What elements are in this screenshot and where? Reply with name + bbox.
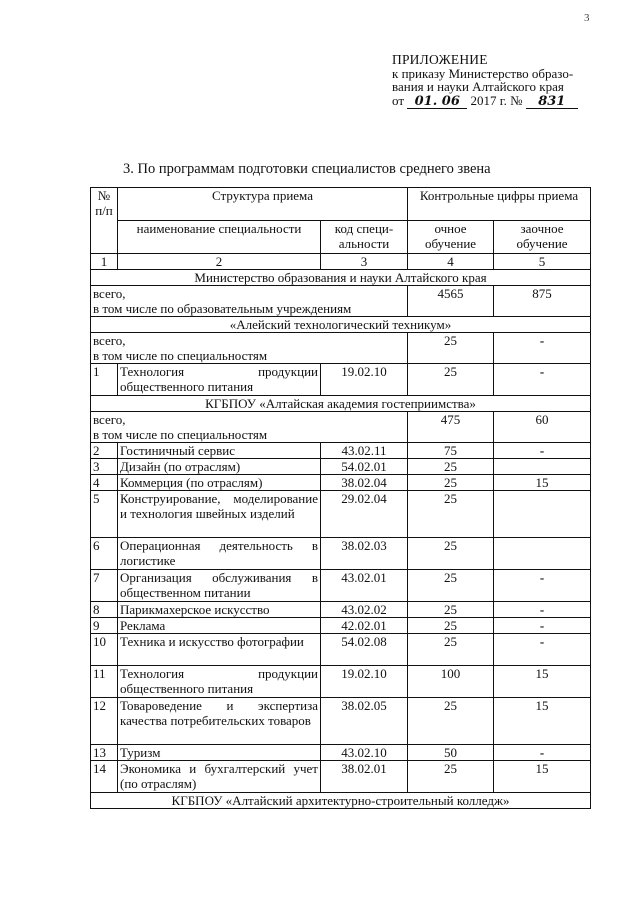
correspondence-count: 15 (494, 475, 591, 491)
fulltime-count: 25 (408, 475, 494, 491)
specialty-name: Конструирование, моделирование и технология швейных изделий (118, 491, 321, 538)
correspondence-count: 15 (494, 698, 591, 745)
specialty-code: 43.02.11 (321, 443, 408, 459)
fulltime-count: 25 (408, 618, 494, 634)
fulltime-count: 100 (408, 666, 494, 698)
specialty-code: 38.02.05 (321, 698, 408, 745)
header-fulltime: очное обучение (408, 221, 494, 254)
row-number: 11 (91, 666, 118, 698)
appendix-block (392, 53, 578, 109)
ministry-title: Министерство образования и науки Алтайского края (91, 270, 591, 286)
row-number: 10 (91, 634, 118, 666)
handwritten-number: 831 (526, 95, 578, 110)
institution-title: «Алейский технологический техникум» (91, 317, 591, 333)
row-number: 13 (91, 745, 118, 761)
specialty-name: Технология продукции общественного питания (118, 666, 321, 698)
row-number: 7 (91, 570, 118, 602)
correspondence-count (494, 491, 591, 538)
appendix-line-date (392, 94, 578, 110)
specialty-name: Реклама (118, 618, 321, 634)
ministry-total-label: всего, в том числе по образовательным учреждениям (91, 286, 408, 317)
ministry-total-fulltime: 4565 (408, 286, 494, 317)
admission-table (90, 187, 591, 809)
specialty-code: 19.02.10 (321, 666, 408, 698)
page-number: 3 (584, 12, 590, 24)
specialty-row (91, 570, 591, 602)
correspondence-count: - (494, 364, 591, 396)
ministry-total-row (91, 286, 591, 317)
row-number: 14 (91, 761, 118, 793)
fulltime-count: 25 (408, 761, 494, 793)
fulltime-count: 25 (408, 602, 494, 618)
col-number-2: 2 (118, 254, 321, 270)
fulltime-count: 25 (408, 491, 494, 538)
row-number: 9 (91, 618, 118, 634)
fulltime-count: 25 (408, 459, 494, 475)
col-number-1: 1 (91, 254, 118, 270)
fulltime-count: 25 (408, 570, 494, 602)
row-number: 2 (91, 443, 118, 459)
institution-total-label: всего, в том числе по специальностям (91, 333, 408, 364)
institution-title: КГБПОУ «Алтайская академия гостеприимства» (91, 396, 591, 412)
fulltime-count: 25 (408, 698, 494, 745)
specialty-code: 54.02.08 (321, 634, 408, 666)
institution-title: КГБПОУ «Алтайский архитектурно-строительный колледж» (91, 793, 591, 809)
specialty-code: 38.02.04 (321, 475, 408, 491)
correspondence-count: - (494, 443, 591, 459)
specialty-code: 43.02.10 (321, 745, 408, 761)
from-label: от (392, 92, 405, 108)
header-structure: Структура приема (118, 188, 408, 221)
appendix-line-order: к приказу Министерство образо- (392, 65, 574, 81)
institution-row (91, 396, 591, 412)
header-code: код специ-альности (321, 221, 408, 254)
correspondence-count: - (494, 602, 591, 618)
correspondence-count (494, 459, 591, 475)
institution-total-fulltime: 475 (408, 412, 494, 443)
specialty-name: Операционная деятельность в логистике (118, 538, 321, 570)
specialty-row (91, 538, 591, 570)
appendix-title: ПРИЛОЖЕНИЕ (392, 52, 488, 67)
fulltime-count: 25 (408, 364, 494, 396)
specialty-name: Техника и искусство фотографии (118, 634, 321, 666)
institution-total-label: всего, в том числе по специальностям (91, 412, 408, 443)
specialty-row (91, 745, 591, 761)
specialty-row (91, 475, 591, 491)
header-row-2 (91, 221, 591, 254)
specialty-name: Туризм (118, 745, 321, 761)
specialty-name: Организация обслуживания в общественном питании (118, 570, 321, 602)
year-label: 2017 г. № (470, 92, 523, 108)
section-heading: 3. По программам подготовки специалистов среднего звена (123, 161, 491, 177)
specialty-row (91, 443, 591, 459)
fulltime-count: 50 (408, 745, 494, 761)
specialty-name: Гостиничный сервис (118, 443, 321, 459)
col-number-4: 4 (408, 254, 494, 270)
institution-total-fulltime: 25 (408, 333, 494, 364)
row-number: 6 (91, 538, 118, 570)
specialty-code: 29.02.04 (321, 491, 408, 538)
specialty-code: 42.02.01 (321, 618, 408, 634)
col-number-3: 3 (321, 254, 408, 270)
row-number: 4 (91, 475, 118, 491)
specialty-code: 54.02.01 (321, 459, 408, 475)
ministry-row (91, 270, 591, 286)
specialty-code: 43.02.01 (321, 570, 408, 602)
specialty-name: Коммерция (по отраслям) (118, 475, 321, 491)
institutions-body (91, 317, 591, 809)
row-number: 5 (91, 491, 118, 538)
specialty-name: Дизайн (по отраслям) (118, 459, 321, 475)
specialty-row (91, 364, 591, 396)
header-row-1 (91, 188, 591, 221)
row-number: 1 (91, 364, 118, 396)
institution-row (91, 793, 591, 809)
specialty-name: Товароведение и экспертиза качества потребительских товаров (118, 698, 321, 745)
ministry-total-correspondence: 875 (494, 286, 591, 317)
correspondence-count: 15 (494, 761, 591, 793)
header-control: Контрольные цифры приема (408, 188, 591, 221)
header-correspondence: заочное обучение (494, 221, 591, 254)
correspondence-count: - (494, 745, 591, 761)
institution-total-row (91, 333, 591, 364)
specialty-row (91, 618, 591, 634)
row-number: 12 (91, 698, 118, 745)
correspondence-count: - (494, 618, 591, 634)
fulltime-count: 25 (408, 634, 494, 666)
institution-row (91, 317, 591, 333)
col-number-5: 5 (494, 254, 591, 270)
specialty-row (91, 491, 591, 538)
specialty-code: 38.02.01 (321, 761, 408, 793)
institution-total-row (91, 412, 591, 443)
specialty-name: Парикмахерское искусство (118, 602, 321, 618)
institution-total-correspondence: - (494, 333, 591, 364)
fulltime-count: 75 (408, 443, 494, 459)
specialty-row (91, 761, 591, 793)
specialty-name: Технология продукции общественного питания (118, 364, 321, 396)
handwritten-date: 01. 06 (407, 95, 467, 110)
specialty-code: 19.02.10 (321, 364, 408, 396)
row-number: 8 (91, 602, 118, 618)
specialty-row (91, 666, 591, 698)
appendix-line-ministry: вания и науки Алтайского края (392, 79, 564, 94)
correspondence-count: - (494, 570, 591, 602)
institution-total-correspondence: 60 (494, 412, 591, 443)
specialty-row (91, 602, 591, 618)
correspondence-count: 15 (494, 666, 591, 698)
specialty-code: 43.02.02 (321, 602, 408, 618)
header-numbers-row (91, 254, 591, 270)
correspondence-count (494, 538, 591, 570)
specialty-row (91, 459, 591, 475)
specialty-name: Экономика и бухгалтерский учет (по отраслям) (118, 761, 321, 793)
specialty-row (91, 698, 591, 745)
specialty-code: 38.02.03 (321, 538, 408, 570)
header-num: № п/п (91, 188, 118, 254)
header-name: наименование специальности (118, 221, 321, 254)
correspondence-count: - (494, 634, 591, 666)
fulltime-count: 25 (408, 538, 494, 570)
specialty-row (91, 634, 591, 666)
row-number: 3 (91, 459, 118, 475)
